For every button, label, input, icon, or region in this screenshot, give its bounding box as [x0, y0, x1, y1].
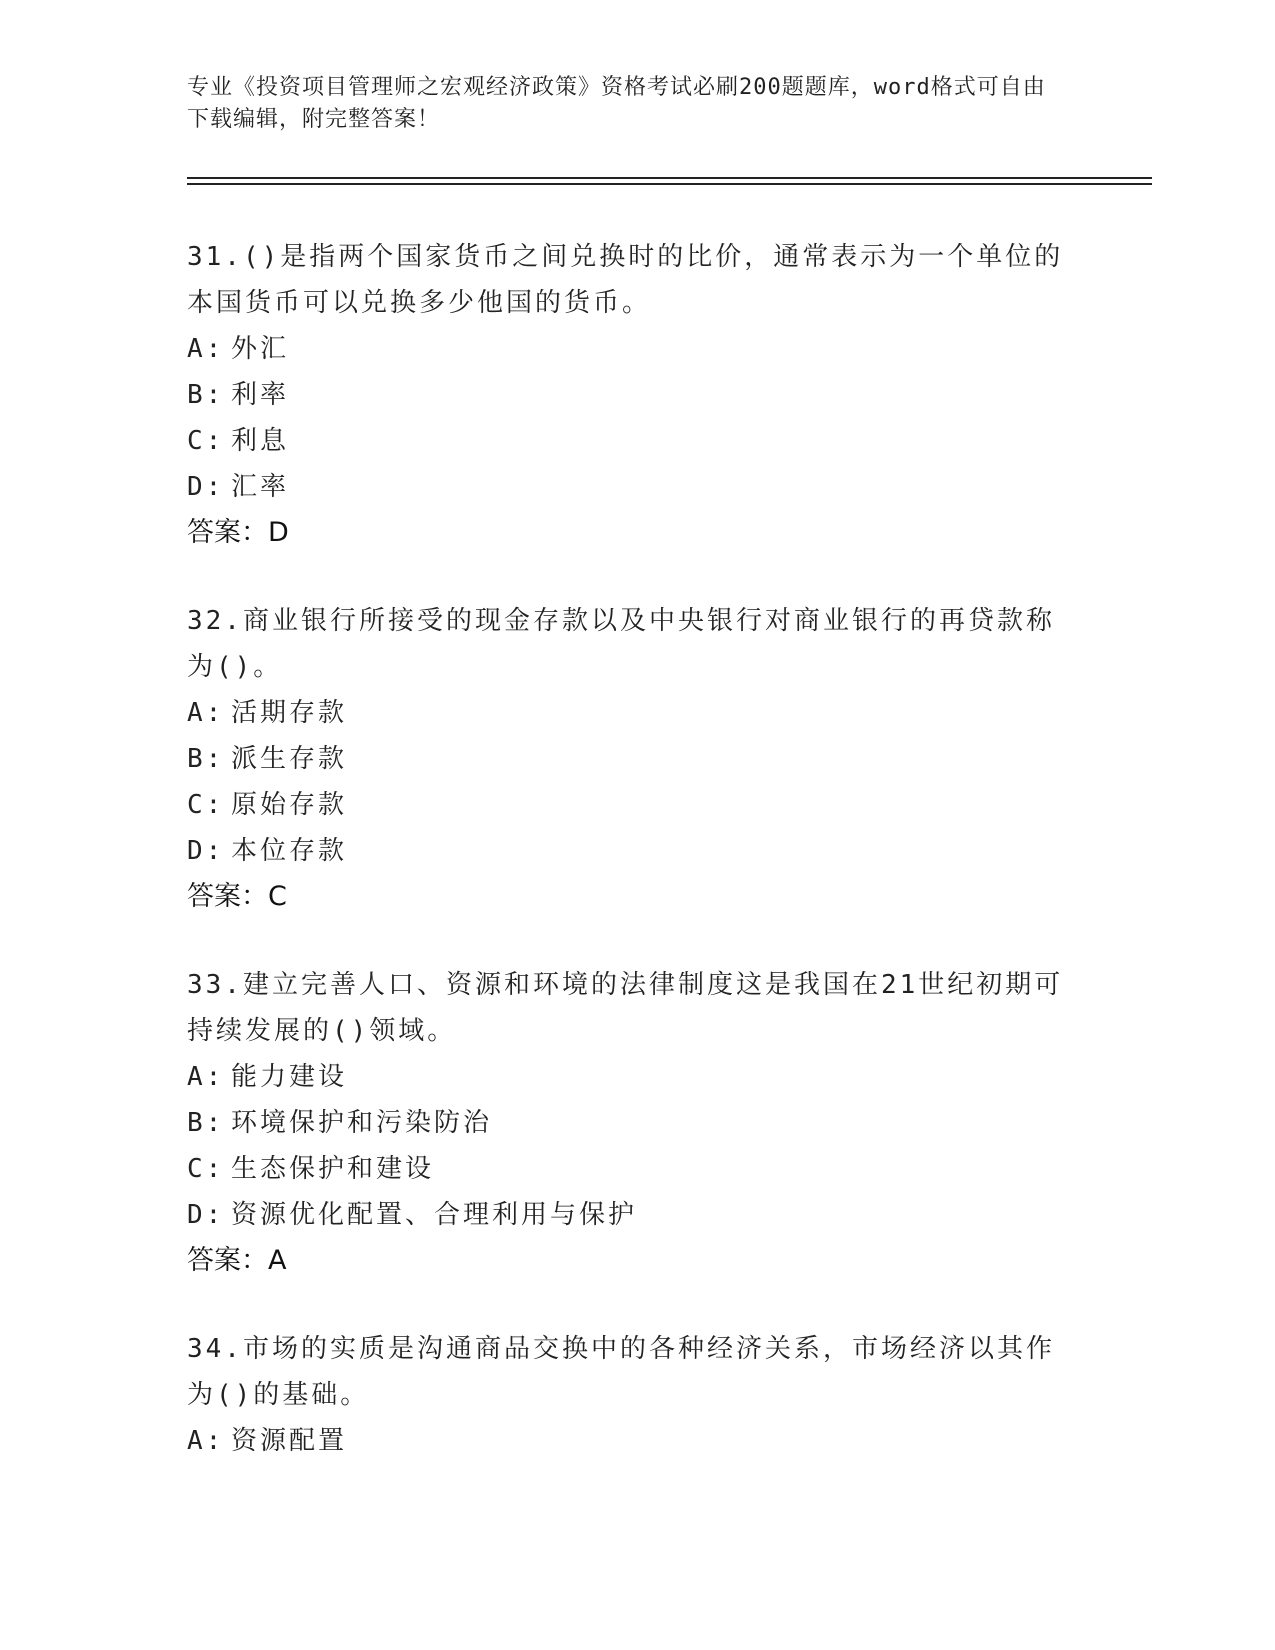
question-stem: 31.()是指两个国家货币之间兑换时的比价，通常表示为一个单位的本国货币可以兑换多少他国的货币。 [187, 242, 1064, 318]
option-text: 活期存款 [231, 698, 348, 728]
option-d [187, 828, 1082, 874]
header-divider-bottom [187, 183, 1152, 185]
document-header: 专业《投资项目管理师之宏观经济政策》资格考试必刷200题题库，word格式可自由下载编辑，附完整答案！ [187, 75, 1046, 132]
option-letter: C: [187, 426, 225, 456]
option-text: 利息 [231, 426, 290, 456]
option-text: 能力建设 [231, 1062, 348, 1092]
option-text: 原始存款 [231, 790, 348, 820]
option-text: 利率 [231, 380, 290, 410]
option-letter: B: [187, 380, 225, 410]
option-a [187, 690, 1082, 736]
option-letter: A: [187, 1062, 225, 1092]
option-text: 本位存款 [231, 836, 348, 866]
option-letter: A: [187, 334, 225, 364]
option-b [187, 1100, 1082, 1146]
option-text: 汇率 [231, 472, 290, 502]
option-text: 环境保护和污染防治 [231, 1108, 493, 1138]
question-33 [187, 962, 1082, 1284]
option-letter: A: [187, 1426, 225, 1456]
question-stem: 34.市场的实质是沟通商品交换中的各种经济关系，市场经济以其作为()的基础。 [187, 1334, 1055, 1410]
option-c [187, 418, 1082, 464]
option-d [187, 464, 1082, 510]
option-letter: C: [187, 790, 225, 820]
question-stem: 33.建立完善人口、资源和环境的法律制度这是我国在21世纪初期可持续发展的()领域。 [187, 970, 1064, 1046]
option-text: 派生存款 [231, 744, 348, 774]
option-c [187, 782, 1082, 828]
option-letter: B: [187, 1108, 225, 1138]
option-b [187, 736, 1082, 782]
option-text: 资源优化配置、合理利用与保护 [231, 1200, 638, 1230]
question-31 [187, 234, 1082, 556]
option-letter: B: [187, 744, 225, 774]
option-d [187, 1192, 1082, 1238]
option-text: 外汇 [231, 334, 290, 364]
option-text: 生态保护和建设 [231, 1154, 435, 1184]
option-letter: D: [187, 836, 225, 866]
option-a [187, 1054, 1082, 1100]
option-b [187, 372, 1082, 418]
option-letter: C: [187, 1154, 225, 1184]
answer-line: 答案：D [187, 517, 289, 548]
answer-line: 答案：C [187, 881, 287, 912]
answer-line: 答案：A [187, 1245, 287, 1276]
option-letter: D: [187, 472, 225, 502]
option-letter: A: [187, 698, 225, 728]
question-stem: 32.商业银行所接受的现金存款以及中央银行对商业银行的再贷款称为()。 [187, 606, 1055, 682]
option-c [187, 1146, 1082, 1192]
option-letter: D: [187, 1200, 225, 1230]
option-text: 资源配置 [231, 1426, 348, 1456]
question-32 [187, 598, 1082, 920]
header-divider-top [187, 177, 1152, 179]
option-a [187, 1418, 1082, 1464]
question-34 [187, 1326, 1082, 1464]
option-a [187, 326, 1082, 372]
